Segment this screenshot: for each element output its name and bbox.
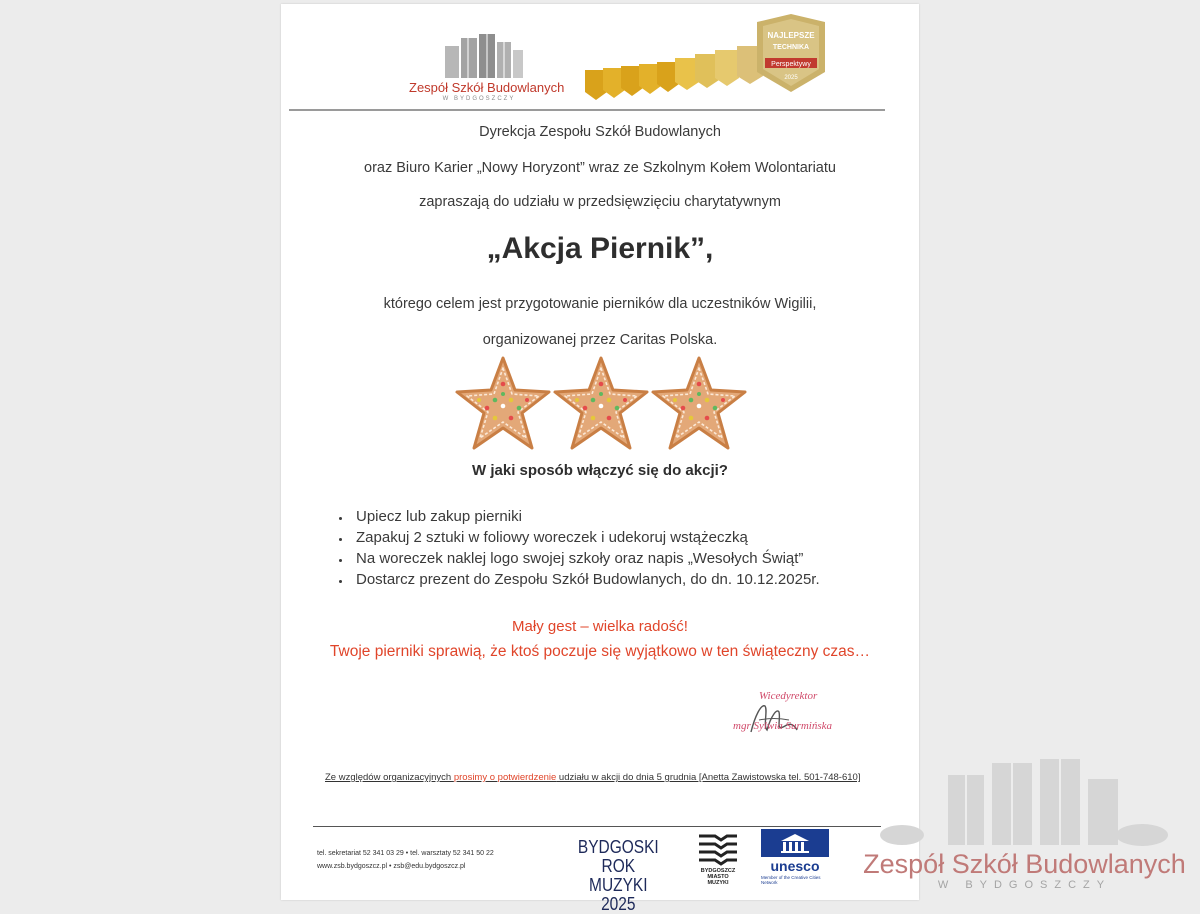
gingerbread-star-icons bbox=[451, 354, 751, 452]
award-shield-icon bbox=[581, 14, 831, 106]
music-year-logo bbox=[571, 838, 666, 914]
unesco-logo bbox=[759, 829, 834, 889]
confirmation-highlight: prosimy o potwierdzenie bbox=[453, 772, 557, 783]
slogan-line-2: Twoje pierniki sprawią, że ktoś poczuje się wyjątkowo w ten świąteczny czas… bbox=[329, 643, 871, 660]
unesco-word: unesco bbox=[770, 858, 820, 874]
badge-year: 2025 bbox=[784, 75, 798, 81]
gingerbread-star-3 bbox=[653, 358, 745, 448]
unesco-temple-icon bbox=[759, 829, 831, 857]
music-year-line1: BYDGOSKI ROK bbox=[577, 837, 659, 876]
signature-role: Wicedyrektor bbox=[759, 690, 818, 702]
gingerbread-star-2 bbox=[555, 358, 647, 448]
buildings-icon bbox=[409, 32, 549, 80]
footer-divider bbox=[313, 826, 881, 827]
city-logo-line1: BYDGOSZCZ bbox=[700, 868, 736, 874]
step-item: Dostarcz prezent do Zespołu Szkół Budowlanych, do dn. 10.12.2025r. bbox=[336, 569, 820, 590]
intro-line-2: oraz Biuro Karier „Nowy Horyzont” wraz ze Szkolnym Kołem Wolontariatu bbox=[364, 160, 836, 176]
how-to-join-heading: W jaki sposób włączyć się do akcji? bbox=[472, 462, 728, 479]
confirmation-after: udziału w akcji do dnia 5 grudnia [Anetta Zawistowska tel. 501-748-610] bbox=[556, 772, 861, 783]
award-badges bbox=[581, 14, 831, 106]
school-logo bbox=[409, 32, 565, 102]
watermark-logo bbox=[852, 755, 1197, 900]
contact-web: www.zsb.bydgoszcz.pl • zsb@edu.bydgoszcz.pl bbox=[317, 863, 466, 870]
purpose-line-2: organizowanej przez Caritas Polska. bbox=[482, 332, 718, 348]
city-of-music-logo bbox=[693, 830, 753, 890]
steps-list bbox=[336, 506, 820, 590]
watermark-school-name: Zespół Szkół Budowlanych bbox=[863, 849, 1186, 879]
city-logo-line2: MIASTO bbox=[707, 874, 729, 880]
intro-line-3: zapraszają do udziału w przedsięwzięciu charytatywnym bbox=[419, 194, 781, 210]
unesco-note: Member of the Creative Cities Network bbox=[761, 875, 821, 885]
step-item: Zapakuj 2 sztuki w foliowy woreczek i udekoruj wstążeczką bbox=[336, 527, 820, 548]
contact-info bbox=[317, 847, 494, 873]
purpose-line-1: którego celem jest przygotowanie pierników dla uczestników Wigilii, bbox=[383, 296, 817, 312]
contact-phones: tel. sekretariat 52 341 03 29 • tel. warsztaty 52 341 50 22 bbox=[317, 850, 494, 857]
step-item: Na woreczek naklej logo swojej szkoły oraz napis „Wesołych Świąt” bbox=[336, 548, 820, 569]
badge-line2: TECHNIKA bbox=[772, 44, 810, 51]
confirmation-before: Ze względów organizacyjnych bbox=[325, 772, 454, 783]
city-logo-text bbox=[693, 868, 743, 886]
step-item: Upiecz lub zakup pierniki bbox=[336, 506, 820, 527]
gingerbread-stars bbox=[451, 354, 751, 452]
slogan-line-1: Mały gest – wielka radość! bbox=[512, 618, 688, 635]
music-waves-icon bbox=[693, 830, 743, 866]
music-year-line2: MUZYKI 2025 bbox=[589, 875, 648, 914]
signature-block bbox=[721, 686, 861, 746]
school-city: W BYDGOSZCZY bbox=[442, 96, 516, 102]
intro-line-1: Dyrekcja Zespołu Szkół Budowlanych bbox=[479, 124, 721, 140]
header-divider bbox=[289, 109, 885, 111]
handwritten-signature-icon bbox=[741, 696, 801, 742]
watermark-school-city: W BYDGOSZCZY bbox=[937, 879, 1112, 891]
signature-person: mgr Sylwia Surmińska bbox=[733, 720, 832, 732]
badge-line3: Perspektywy bbox=[771, 61, 811, 68]
invitation-page bbox=[281, 4, 919, 914]
watermark-buildings-icon bbox=[852, 755, 1197, 850]
school-name: Zespół Szkół Budowlanych bbox=[409, 80, 565, 95]
event-title: „Akcja Piernik”, bbox=[486, 232, 714, 265]
confirmation-note bbox=[325, 772, 860, 783]
gingerbread-star-1 bbox=[457, 358, 549, 448]
city-logo-line3: MUZYKI bbox=[707, 880, 729, 886]
badge-line1: NAJLEPSZE bbox=[767, 31, 815, 40]
